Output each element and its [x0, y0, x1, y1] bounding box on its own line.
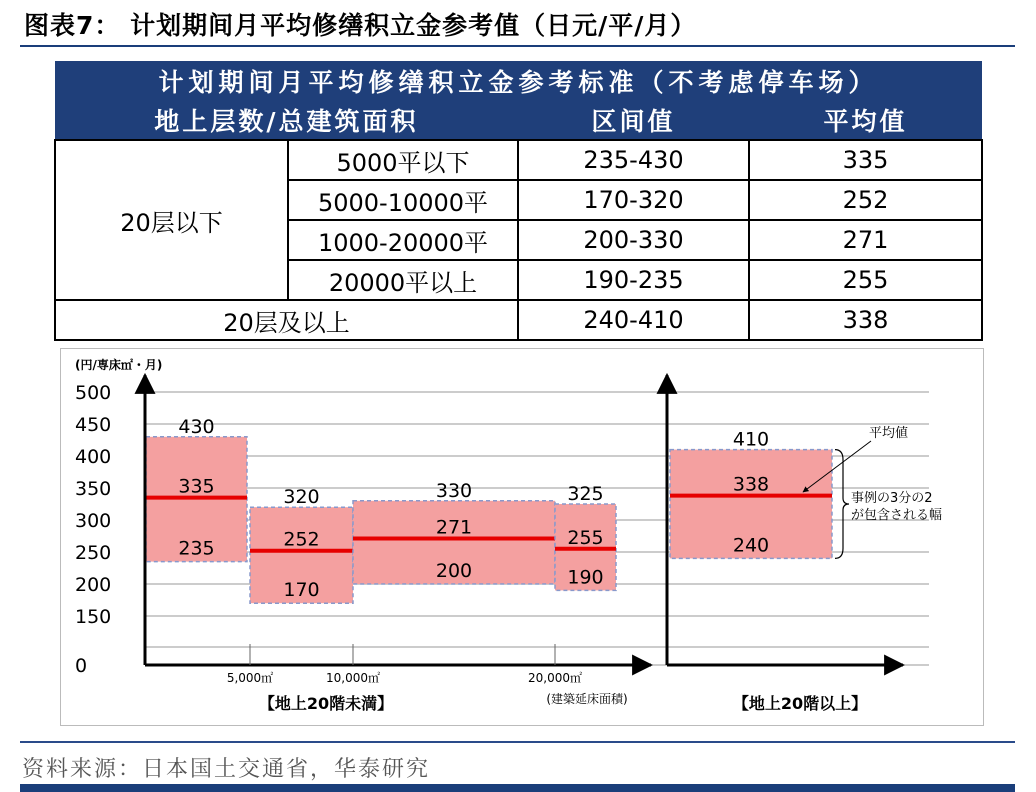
avg-value-label: 255 — [567, 526, 604, 549]
title-rule — [20, 45, 1015, 47]
upper-value-label: 330 — [435, 479, 473, 502]
table-header-avg: 平均值 — [749, 101, 982, 140]
avg-cell: 255 — [749, 260, 982, 300]
avg-cell: 338 — [749, 300, 982, 340]
x-tick-label: 5,000㎡ — [226, 671, 274, 685]
x-tick-label: 10,000㎡ — [326, 671, 380, 685]
range-cell: 200-330 — [518, 220, 749, 260]
table-row — [55, 140, 982, 180]
avg-cell: 252 — [749, 180, 982, 220]
range-annotation-line2: が包含される幅 — [851, 508, 943, 523]
area-cell: 5000-10000平 — [288, 180, 518, 220]
table-row — [55, 300, 982, 340]
group-label-high: 20层及以上 — [55, 300, 518, 340]
avg-cell: 335 — [749, 140, 982, 180]
avg-value-label: 335 — [178, 475, 215, 498]
y-tick-label: 350 — [75, 478, 112, 500]
y-tick-label: 200 — [75, 574, 112, 596]
y-tick-label: 0 — [75, 655, 88, 677]
table-header-range: 区间值 — [518, 101, 749, 140]
y-tick-label: 450 — [75, 414, 112, 436]
group-label-low: 【地上20階未満】 — [258, 694, 394, 713]
range-cell: 190-235 — [518, 260, 749, 300]
y-tick-label: 250 — [75, 542, 112, 564]
range-cell: 235-430 — [518, 140, 749, 180]
range-annotation-line1: 事例の3分の2 — [851, 491, 933, 506]
unit-label: (円/専床㎡・月) — [75, 358, 163, 372]
x-axis-label: (建築延床面積) — [546, 692, 628, 706]
group-label-high: 【地上20階以上】 — [732, 694, 868, 713]
lower-value-label: 240 — [732, 534, 770, 557]
avg-value-label: 252 — [283, 528, 320, 551]
source-rule — [20, 741, 1015, 743]
avg-value-label: 271 — [435, 516, 473, 539]
range-chart — [61, 349, 983, 725]
upper-value-label: 430 — [178, 415, 215, 438]
y-tick-label: 400 — [75, 446, 112, 468]
avg-value-label: 338 — [732, 473, 770, 496]
area-cell: 20000平以上 — [288, 260, 518, 300]
range-cell: 170-320 — [518, 180, 749, 220]
lower-value-label: 190 — [567, 566, 604, 589]
source-note: 资料来源：日本国土交通省，华泰研究 — [22, 757, 431, 782]
avg-cell: 271 — [749, 220, 982, 260]
y-tick-label: 150 — [75, 606, 112, 628]
table-header-main: 计划期间月平均修缮积立金参考标准（不考虑停车场） — [55, 61, 982, 101]
upper-value-label: 320 — [283, 486, 320, 509]
upper-value-label: 410 — [732, 428, 770, 451]
area-cell: 5000平以下 — [288, 140, 518, 180]
y-tick-label: 300 — [75, 510, 112, 532]
table-header-floors-area: 地上层数/总建筑面积 — [55, 101, 518, 140]
y-tick-label: 500 — [75, 382, 112, 404]
bottom-band — [20, 784, 1015, 792]
lower-value-label: 235 — [178, 537, 215, 560]
reference-table — [54, 61, 983, 341]
lower-value-label: 200 — [435, 560, 473, 582]
avg-annotation-label: 平均値 — [869, 426, 909, 441]
group-label-low: 20层以下 — [55, 140, 288, 300]
chart-panel — [60, 348, 984, 726]
x-tick-label: 20,000㎡ — [528, 671, 582, 685]
lower-value-label: 170 — [283, 579, 320, 602]
figure-title: 图表7： 计划期间月平均修缮积立金参考值（日元/平/月） — [24, 11, 697, 40]
upper-value-label: 325 — [567, 483, 604, 505]
area-cell: 1000-20000平 — [288, 220, 518, 260]
range-cell: 240-410 — [518, 300, 749, 340]
